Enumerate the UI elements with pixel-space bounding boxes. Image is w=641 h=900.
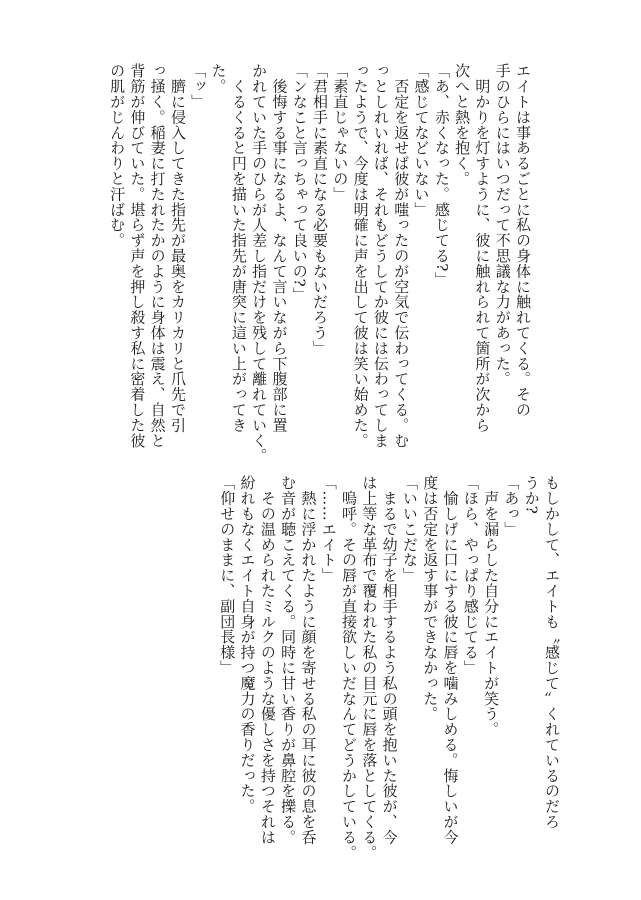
text-line: 嗚呼。その唇が直接欲しいだなんてどうかしている。 (340, 475, 359, 860)
text-line: 「ンなこと言っちゃって良いの?」 (290, 63, 309, 303)
text-line: もしかして、エイトも〝感じて〟くれているのだろ (543, 475, 561, 830)
text-line: 「仰せのままに、副団長様」 (218, 475, 237, 676)
text-line: 紛れもなくエイト自身が持つ魔力の香りだった。 (238, 475, 257, 814)
text-line: その温められたミルクのような優しさを持つそれは (258, 475, 277, 845)
text-line: 明かりを灯すように、彼に触れられて箇所が次から (473, 63, 492, 433)
text-line: かれていた手のひらが人差し指だけを残して離れていく。 (250, 63, 269, 464)
text-line: 「あ、赤くなった。感じてる?」 (432, 63, 451, 288)
text-line: 「あっ」 (502, 475, 521, 537)
lower-text-block (206, 475, 562, 870)
text-line: 熱に浮かれたように顔を寄せる私の耳に彼の息を呑 (299, 475, 318, 845)
text-line: 「……エイト」 (319, 475, 338, 583)
text-line: くるくると円を描いた指先が唐突に這い上がってき (229, 63, 248, 433)
text-line: 「君相手に素直になる必要もないだろう」 (311, 63, 330, 356)
text-line: ったようで、今度は明確に声を出して彼は笑い始めた。 (351, 63, 370, 448)
text-line: 声を漏らした自分にエイトが笑う。 (482, 475, 501, 737)
text-line: は上等な革布で覆われた私の目元に唇を落としてくる。 (360, 475, 379, 860)
text-line: 臍に侵入してきた指先が最奥をカリカリと爪先で引 (168, 63, 187, 433)
text-line: うか? (522, 475, 541, 515)
text-line: 後悔する事になるよ、なんて言いながら下腹部に置 (270, 63, 289, 433)
text-line: 度は否定を返す事ができなかった。 (421, 475, 440, 722)
text-line: 「素直じゃないの」 (331, 63, 350, 202)
text-line: まるで幼子を相手するよう私の頭を抱いた彼が、今 (380, 475, 399, 845)
text-line: 背筋が伸びていた。堪らず声を押し殺す私に密着した彼 (128, 63, 147, 448)
text-line: 「ほら、やっぱり感じてる」 (461, 475, 480, 676)
text-line: 「ッ」 (189, 63, 208, 110)
text-line: 否定を返せば彼が嗤ったのが空気で伝わってくる。む (392, 63, 411, 448)
text-line: の肌がじんわりと汗ばむ。 (108, 63, 127, 248)
text-line: む音が聴こえてくる。同時に甘い香りが鼻腔を擽る。 (279, 475, 298, 845)
text-line: っとしれいれば、それもどうしてか彼には伝わってしま (371, 63, 390, 448)
text-line: 愉しげに口にする彼に唇を噛みしめる。悔しいが今 (441, 475, 460, 845)
text-line: 手のひらにはいつだって不思議な力があった。 (493, 63, 512, 387)
text-line: 「いいこだな」 (400, 475, 419, 583)
text-line: 次へと熱を抱く。 (453, 63, 472, 187)
text-line: 「感じてなどいない」 (412, 63, 431, 217)
text-line: エイトは事あるごとに私の身体に触れてくる。その (514, 63, 532, 418)
text-line: た。 (209, 63, 228, 94)
text-line: っ掻く。稲妻に打たれたかのように身体は震え、自然と (148, 63, 167, 448)
upper-text-block (108, 63, 533, 473)
